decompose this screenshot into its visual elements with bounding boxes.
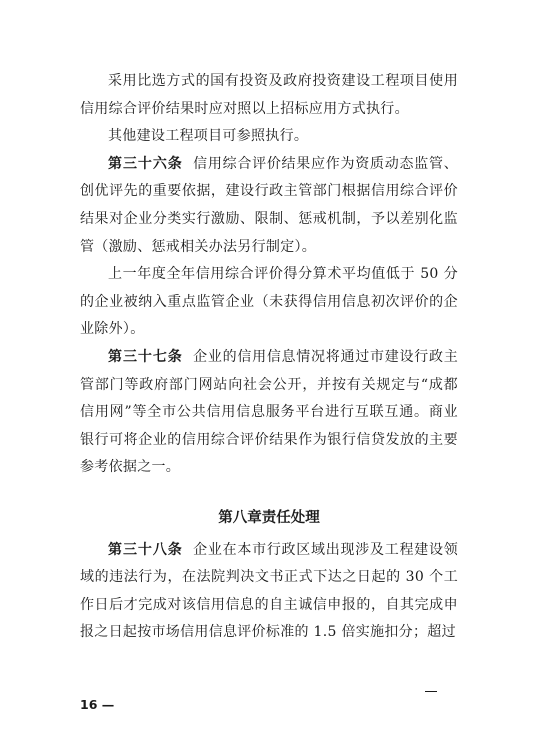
- article-37: [80, 344, 458, 482]
- paragraph-bidding-application: [80, 68, 458, 123]
- paragraph-text: 采用比选方式的国有投资及政府投资建设工程项目使用信用综合评价结果时应对照以上招标应用方式执行。: [80, 73, 458, 117]
- article-36: [80, 151, 458, 261]
- section-spacer: [80, 482, 458, 505]
- paragraph-text: 企业的信用信息情况将通过市建设行政主管部门等政府部门网站向社会公开，并按有关规定与“成都信用网”等全市公共信用信息服务平台进行互联互通。商业银行可将企业的信用综合评价结果作为银行信贷发放的主要参考依据之一。: [80, 348, 459, 476]
- document-body: [80, 68, 458, 647]
- article-number: 第三十七条: [108, 348, 183, 365]
- paragraph-text: 上一年度全年信用综合评价得分算术平均值低于 50 分的企业被纳入重点监管企业（未获得信用信息初次评价的企业除外）。: [80, 266, 458, 338]
- article-number: 第三十八条: [108, 541, 183, 558]
- article-number: 第三十六条: [108, 155, 183, 172]
- article-38: [80, 537, 458, 647]
- paragraph-text: 企业在本市行政区域出现涉及工程建设领域的违法行为，在法院判决文书正式下达之日起的 30 个工作日后才完成对该信用信息的自主诚信申报的，自其完成申报之日起按市场信用信息评价标准的 1.5 倍实施扣分；超过: [80, 541, 459, 641]
- paragraph-other-projects: [80, 123, 458, 151]
- page-number: 16 —: [80, 697, 115, 712]
- chapter-title: 第八章责任处理: [218, 509, 320, 526]
- corner-dash: [425, 691, 437, 692]
- paragraph-text: 其他建设工程项目可参照执行。: [108, 128, 309, 145]
- paragraph-text: 信用综合评价结果应作为资质动态监管、创优评先的重要依据，建设行政主管部门根据信用综合评价结果对企业分类实行激励、限制、惩戒机制，予以差别化监管（激励、惩戒相关办法另行制定）。: [80, 155, 459, 255]
- paragraph-key-supervision: [80, 261, 458, 344]
